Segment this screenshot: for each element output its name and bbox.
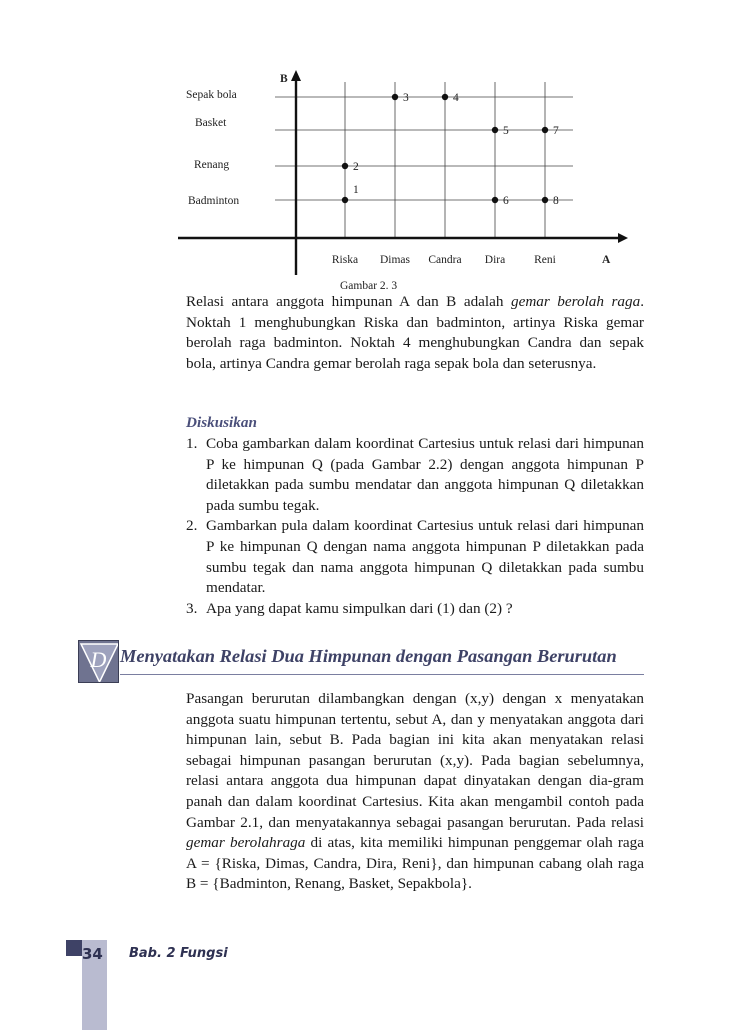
data-point <box>442 94 448 100</box>
y-axis-name: B <box>280 73 288 85</box>
point-label: 2 <box>353 161 359 173</box>
x-tick-label: Reni <box>534 254 556 266</box>
point-label: 5 <box>503 125 509 137</box>
para2-rest: di atas, kita memiliki himpunan penggemar olah raga A = {Riska, Dimas, Candra, Dira, Reni}, dan himpunan cabang olah raga B = {Badminton, Renang, Basket, Sepakbola}. <box>186 834 645 893</box>
data-point <box>542 127 548 133</box>
section-badge <box>78 640 119 683</box>
y-tick-label: Basket <box>195 117 227 129</box>
list-item: 2. Gambarkan pula dalam koordinat Cartesius untuk relasi dari himpunan P ke himpunan Q dengan nama anggota himpunan P diletakkan pada sumbu tegak dan nama anggota himpunan Q diletakkan pada sumbu mendatar. <box>186 517 644 597</box>
x-axis-name: A <box>602 254 611 266</box>
point-label: 4 <box>453 92 459 104</box>
x-tick-label: Dimas <box>379 254 411 266</box>
list-item: 3. Apa yang dapat kamu simpulkan dari (1) dan (2) ? <box>186 599 513 617</box>
diskusikan-list <box>186 434 644 619</box>
point-label: 7 <box>553 125 559 137</box>
data-point <box>542 197 548 203</box>
data-point <box>342 163 348 169</box>
para1-text: Relasi antara anggota himpunan A dan B adalah <box>186 293 511 310</box>
data-point <box>492 127 498 133</box>
y-axis-arrow <box>291 70 301 81</box>
diskusikan-heading: Diskusikan <box>186 414 257 431</box>
page-marker <box>66 940 82 956</box>
section-title: Menyatakan Relasi Dua Himpunan dengan Pasangan Berurutan <box>120 646 617 666</box>
para1-rest: . Noktah 1 menghubungkan Riska dan badminton, artinya Riska gemar berolah raga badminton. Noktah 4 menghubungkan Candra dan sepak bola, artinya Candra gemar berolah raga sepak bola dan seterusnya. <box>186 293 644 372</box>
x-tick-label: Candra <box>428 254 462 266</box>
data-point <box>342 197 348 203</box>
chapter-title: Bab. 2 Fungsi <box>129 946 228 961</box>
y-tick-label: Renang <box>194 159 230 171</box>
x-axis-arrow <box>618 233 628 243</box>
point-label: 6 <box>503 195 509 207</box>
point-label: 8 <box>553 195 559 207</box>
x-tick-label: Dira <box>484 254 506 266</box>
section-letter: D <box>90 647 107 672</box>
y-tick-label: Badminton <box>188 195 240 207</box>
section-divider <box>120 674 644 675</box>
point-label: 3 <box>403 92 409 104</box>
paragraph-pasangan <box>186 689 644 895</box>
chart-caption: Gambar 2. 3 <box>340 280 398 292</box>
para2-italic: gemar berolahraga <box>186 834 306 852</box>
para1-italic: gemar berolah raga <box>510 293 641 310</box>
point-label: 1 <box>353 184 359 196</box>
data-point <box>392 94 398 100</box>
chart-svg <box>0 0 729 300</box>
data-point <box>492 197 498 203</box>
paragraph-relasi <box>186 292 644 374</box>
para2-text: Pasangan berurutan dilambangkan dengan (x,y) dengan x menyatakan anggota suatu himpunan tertentu, sebut A, dan y menyatakan anggota dari himpunan lain, sebut B. Pada bagian ini kita akan menyatakan relasi sebagai himpunan pasangan berurutan (x,y). Pada bagian sebelumnya, relasi antara anggota dua himpunan dapat dinyatakan dengan dia-gram panah dan dalam koordinat Cartesius. Kita akan mengambil contoh pada Gambar 2.1, dan menyatakannya sebagai pasangan berurutan. Pada relasi <box>186 690 644 831</box>
y-tick-label: Sepak bola <box>186 89 237 101</box>
page-number: 34 <box>82 945 103 963</box>
list-item: 1. Coba gambarkan dalam koordinat Cartesius untuk relasi dari himpunan P ke himpunan Q (pada Gambar 2.2) dengan anggota himpunan P diletakkan pada sumbu mendatar dan anggota himpunan Q diletakkan pada sumbu tegak. <box>186 435 644 514</box>
x-tick-label: Riska <box>331 254 359 266</box>
relation-chart <box>0 0 729 304</box>
